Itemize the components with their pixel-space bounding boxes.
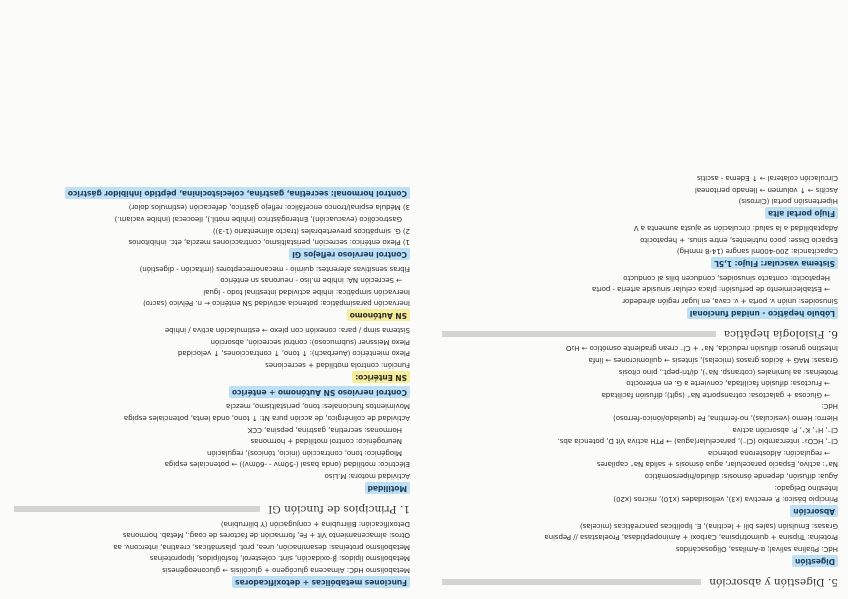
note-line: Neurogénico: control motilidad + hormonas: [250, 437, 402, 447]
note-line: Miogénico: tono, contracción (inicio, tónicos), regulación: [207, 448, 402, 458]
note-line: Grasas: MAG + ácidos grasos (micelas), síntesis → quilomicrones → linfa: [588, 356, 838, 366]
note-line: → Glucosa + galactosa: cotransporte Na⁺ (sglt); difusión facilitada: [601, 390, 830, 400]
notes-column-digestion: [438, 7, 842, 591]
highlighted-heading: SN Autónomo: [347, 310, 410, 322]
note-line: Detoxificación: Bilirrubina + conjugación (Y bilirrubina): [220, 519, 410, 529]
note-line: HdC:: [821, 402, 838, 412]
highlighted-heading: Motilidad: [365, 482, 410, 494]
highlighted-heading: SN Entérico:: [352, 371, 410, 383]
highlighted-heading: Control nervioso SN Autónomo + entérico: [229, 386, 410, 398]
note-line: Adaptabilidad a la salud: circulación se ajusta aumenta a V: [633, 223, 838, 233]
highlighted-heading: Funciones metabólicas + detoxificadoras: [232, 576, 410, 588]
note-line: Metabolismo lípidos: β-oxidación, sínt. colesterol, fosfolípidos, lipoproteínas: [149, 554, 410, 564]
note-line: → regulación: Aldosterona potencia: [707, 448, 830, 458]
note-line: Agua: difusión, depende ósmosis: diluido/hipersomático: [644, 472, 838, 482]
note-line: Inervación simpática: inhibe actividad intestinal todo - Igual: [203, 287, 410, 297]
note-line: Sinusoides: unión v. porta + v. cava, en lugar región alrededor: [622, 296, 838, 306]
note-line: Principio básico: P. erectiva (x3), vellosidades (x10), micros (x20): [613, 495, 838, 505]
note-line: Sistema simp / para: conexión con plexo → estimulación activa / inhibe: [164, 326, 410, 336]
note-heading: [14, 482, 410, 497]
note-heading: [442, 505, 838, 520]
note-line: Cl⁻, H⁺, K⁺, P: absorción activa: [732, 425, 838, 435]
section-divider: [14, 506, 260, 512]
highlighted-heading: Control hormonal: secretina, gastrina, colecistocinina, péptido inhibidor gástrico: [65, 187, 410, 199]
highlighted-heading: Sistema vascular: Flujo: 1,5L: [711, 257, 838, 269]
highlighted-heading: Flujo portal alta: [765, 207, 838, 219]
section-title: [442, 576, 838, 588]
note-heading: [14, 576, 410, 591]
note-heading: [442, 555, 838, 570]
note-line: Na⁺: activo, Espacio paracelular, agua ósmosis + salida Na⁺ capilares: [597, 460, 838, 470]
section-divider: [442, 331, 716, 337]
note-line: → Fructosa: difusión facilitada, convierte a G. en enterocito: [626, 379, 830, 389]
notes-lines: [442, 173, 838, 570]
note-line: Hipertensión portal (Cirrosis): [738, 197, 838, 207]
note-line: Función: controla motilidad + secreciones: [265, 360, 410, 370]
note-line: Ascitis → ↑ volumen → llenado peritoneal: [694, 185, 838, 195]
note-line: Grasas: Emulsión (sales bili + lecitina), E. lipolíticas pancreáticas (micelas): [580, 521, 838, 531]
note-line: 2) G. simpáticos prevertebrales (tracto alimentario (1-3)): [212, 226, 410, 236]
note-line: Inervación parasimpática: potencia actividad SN entérico ← n. Pélvico (sacro): [143, 299, 410, 309]
note-line: Capacitancia: 200-400ml sangre (14-8 mmHg): [676, 247, 838, 257]
note-line: Actividad motora: M.Liso: [324, 472, 410, 482]
note-heading: [442, 207, 838, 222]
highlighted-heading: Control nervioso reflejos GI: [289, 248, 410, 260]
note-heading: [14, 187, 410, 202]
note-line: Plexo Meissner (submucoso): control secreción, absorción: [210, 337, 410, 347]
note-line: 1) Plexo entérico: secreción, peristaltismo, contracciones mezcla, etc. inhibitorios: [128, 238, 410, 248]
highlighted-heading: Lóbulo hepático - unidad funcional: [687, 307, 838, 319]
note-heading: [14, 386, 410, 401]
note-line: Fibras sensitivas aferentes: quimio - mecanorreceptores (irritación - digestión): [139, 264, 410, 274]
section-title: [14, 503, 410, 515]
note-line: Cl⁻, HCO₃⁻ intercambio (Cl⁻), paracelular(agua) → PTH activa Vit D, potencia abs.: [557, 437, 838, 447]
highlighted-heading: Digestión: [792, 555, 838, 567]
section-title-text: 1. Principios de función GI: [268, 503, 410, 516]
note-line: HdC: Ptialina salival; α-Amilasa, Oligosacáridos: [675, 545, 838, 554]
note-line: Proteína: Tripsina + quimotripsina, Carboxi + Aminopeptidasa, Proelastasa // Pepsina: [544, 533, 838, 543]
note-line: Plexo mientérico (Auerbach): ↑ tono, ↑ contracciones, ↑ velocidad: [177, 349, 410, 359]
note-heading: [442, 307, 838, 322]
note-line: Otros: almacenamiento Vit + Fe, formación de factores de coag., Metab. hormonas: [122, 531, 410, 541]
note-line: Hormonas: secretina, gastrina, pepsina, CCK: [247, 425, 402, 435]
note-line: Actividad de colinérgico, de acción pura Nt: ↑ tono, onda lenta, potenciales espiga: [123, 414, 410, 424]
note-heading: [14, 371, 410, 386]
note-line: → Secreción NA: inhibe m.liso - neuronas sn entérico: [220, 276, 402, 286]
notes-lines-top: [14, 518, 410, 591]
note-line: Gastrocólico (evacuación), Enterogástrico (inhibe motil.), Ileocecal (inhibe vaciam.): [114, 214, 402, 224]
note-line: Espacio Disse: poco nutrientes, entre sinus. + hepatocito: [640, 235, 838, 245]
section-title: [442, 328, 838, 340]
note-heading: [14, 310, 410, 325]
notes-lines: [14, 187, 410, 497]
note-line: Metabolismo HdC: Almacena glucógeno + glucólisis → gluconeogénesis: [162, 566, 410, 575]
note-line: Circulación colateral → ↑ Edema - ascitis: [697, 174, 838, 184]
note-line: Eléctrico: motilidad (onda basal (-50mv - -60mv)) → potenciales espiga: [164, 460, 410, 470]
section-title-text: 6. Fisiología hepática: [723, 327, 838, 340]
section-divider: [442, 579, 701, 585]
note-heading: [14, 248, 410, 263]
notes-column-gi-principles: [10, 7, 414, 591]
note-line: Proteínas: aa luminales (cotransp. Na⁺), di/tri-pept., pino citosis: [618, 367, 838, 377]
note-line: → Establecimiento de perfusión: placa celular sinuside arteria - porta: [592, 285, 830, 295]
note-line: Intestino grueso: difusión reducida, Na⁺ + Cl⁻ crean gradiente osmótico → H₂O: [565, 344, 838, 354]
note-line: Hepatocito: contacto sinusoides, conducen bilis al conducto: [623, 273, 830, 283]
note-line: Movimientos funcionales: tono, peristaltismo, mezcla: [226, 402, 410, 412]
note-line: Intestino Delgado:: [774, 483, 838, 493]
section-title-text: 5. Digestión y absorción: [709, 576, 838, 588]
note-line: Metabolismo proteínas: desaminación, urea, prot. plasmáticas, creatina, interconv. aa: [113, 542, 410, 552]
note-line: Hierro: Hemo (vesículas), no-ferritina, Fe (quelado/iónico-ferroso): [613, 414, 838, 424]
note-heading: [442, 257, 838, 272]
note-line: 3) Médula espinal/tronco encefálico: reflejo gástrico, defecación (estímulos dolor): [128, 203, 410, 213]
highlighted-heading: Absorción: [790, 505, 838, 517]
